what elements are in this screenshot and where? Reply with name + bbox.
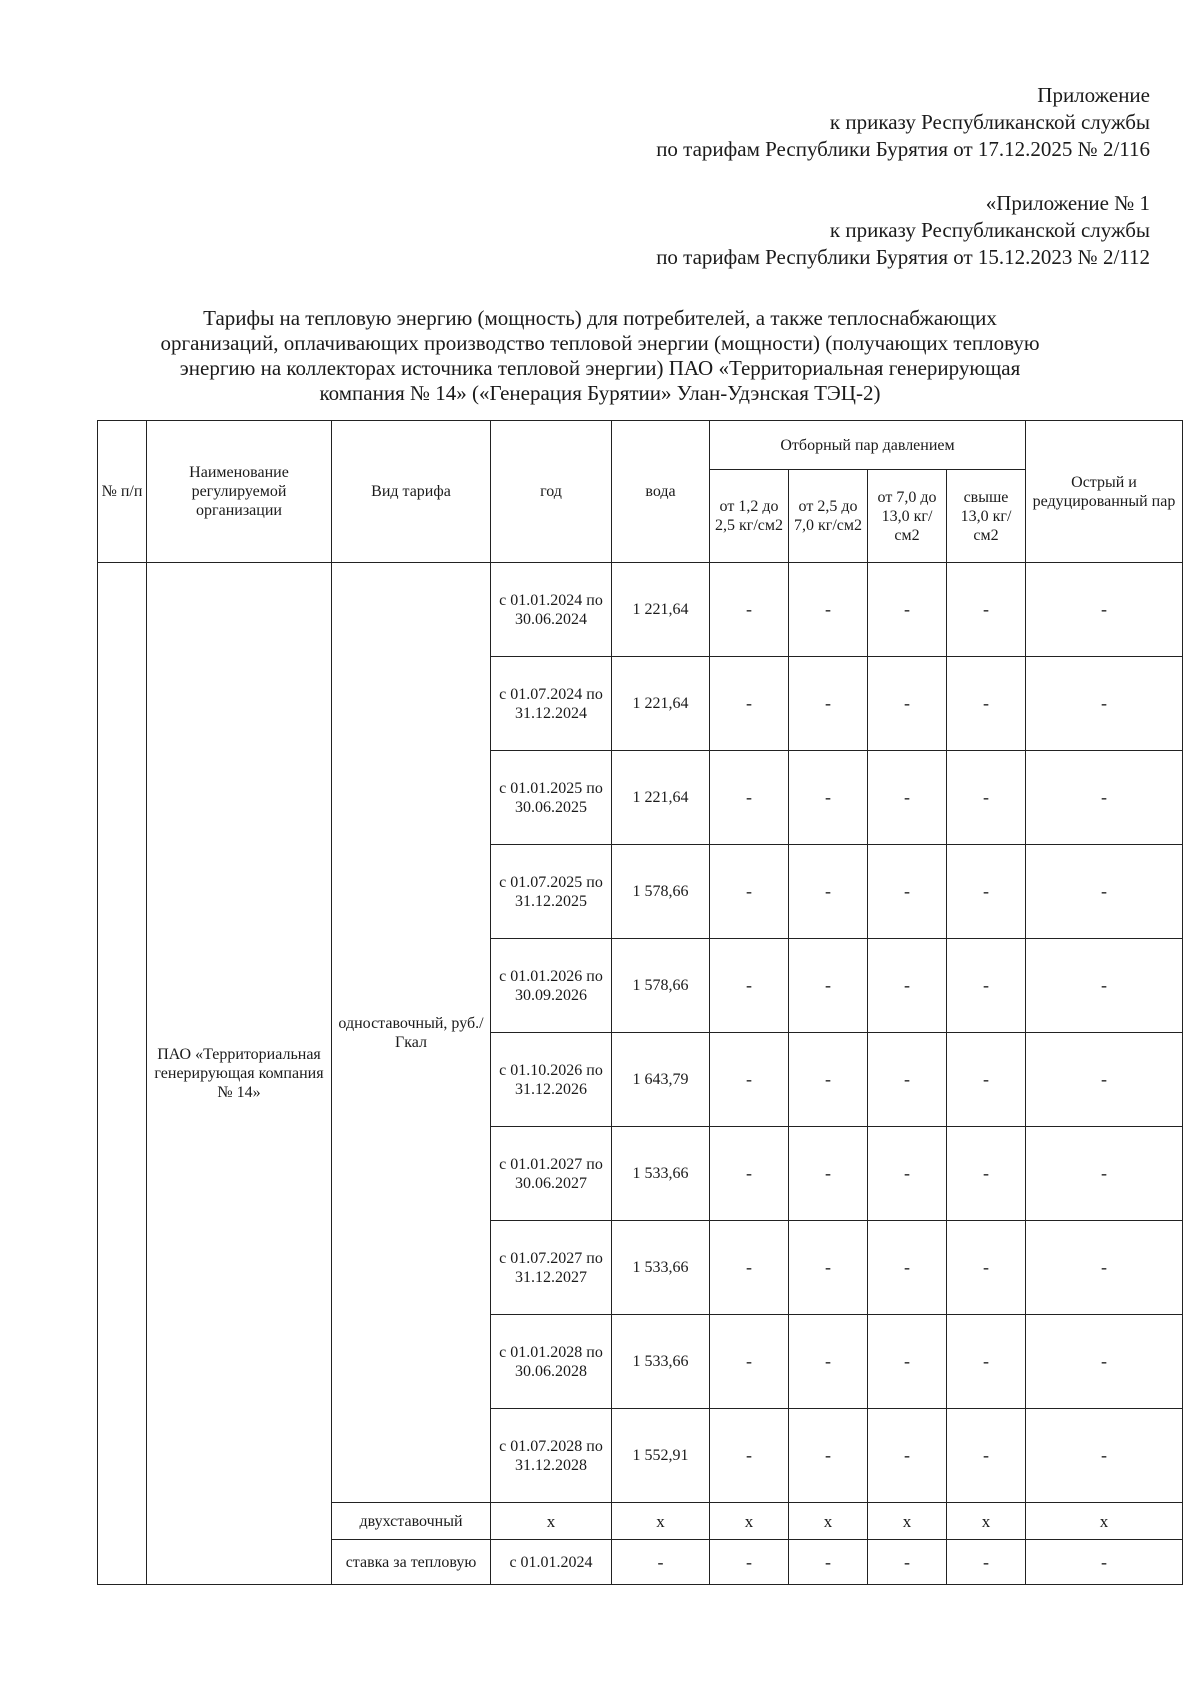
p3-cell: - [868,1540,947,1585]
col-header-type: Вид тарифа [332,421,491,563]
period-cell: с 01.01.2025 по 30.06.2025 [491,751,612,845]
p2-cell: - [789,939,868,1033]
p3-cell: - [868,563,947,657]
p4-cell: - [947,657,1026,751]
p1-cell: - [710,751,789,845]
tariff-type-cell: ставка за тепловую [332,1540,491,1585]
p3-cell: - [868,939,947,1033]
title-line: Тарифы на тепловую энергию (мощность) для потребителей, а также теплоснабжающих [203,306,997,330]
sharp-cell: - [1026,939,1183,1033]
period-cell: х [491,1503,612,1540]
water-cell: 1 533,66 [612,1221,710,1315]
table-row [98,563,1183,657]
p4-cell: - [947,939,1026,1033]
sharp-cell: х [1026,1503,1183,1540]
p3-cell: - [868,1409,947,1503]
col-header-p2: от 2,5 до 7,0 кг/см2 [789,470,868,563]
p3-cell: - [868,1033,947,1127]
p1-cell: - [710,1409,789,1503]
water-cell: 1 578,66 [612,845,710,939]
p1-cell: - [710,845,789,939]
p3-cell: - [868,751,947,845]
period-cell: с 01.01.2024 по 30.06.2024 [491,563,612,657]
appendix-line: по тарифам Республики Бурятия от 17.12.2025 № 2/116 [656,137,1150,161]
appendix-line: Приложение [1037,83,1150,107]
p2-cell: - [789,1409,868,1503]
sharp-cell: - [1026,1409,1183,1503]
sharp-cell: - [1026,563,1183,657]
sharp-cell: - [1026,1540,1183,1585]
p4-cell: - [947,1033,1026,1127]
sharp-cell: - [1026,1127,1183,1221]
p1-cell: - [710,1033,789,1127]
sharp-cell: - [1026,1315,1183,1409]
water-cell: 1 533,66 [612,1315,710,1409]
header-row [98,421,1183,470]
p1-cell: - [710,563,789,657]
p1-cell: х [710,1503,789,1540]
appendix-line: «Приложение № 1 [985,191,1150,215]
p4-cell: - [947,1315,1026,1409]
tariff-type-cell: одноставочный, руб./Гкал [332,563,491,1503]
p3-cell: - [868,1221,947,1315]
sharp-cell: - [1026,1221,1183,1315]
p3-cell: х [868,1503,947,1540]
water-cell: 1 643,79 [612,1033,710,1127]
period-cell: с 01.07.2028 по 31.12.2028 [491,1409,612,1503]
period-cell: с 01.01.2026 по 30.09.2026 [491,939,612,1033]
sharp-cell: - [1026,845,1183,939]
p3-cell: - [868,1315,947,1409]
water-cell: - [612,1540,710,1585]
period-cell: с 01.01.2028 по 30.06.2028 [491,1315,612,1409]
col-header-p1: от 1,2 до 2,5 кг/см2 [710,470,789,563]
p3-cell: - [868,845,947,939]
water-cell: 1 221,64 [612,563,710,657]
period-cell: с 01.07.2025 по 31.12.2025 [491,845,612,939]
p4-cell: х [947,1503,1026,1540]
p2-cell: х [789,1503,868,1540]
period-cell: с 01.07.2027 по 31.12.2027 [491,1221,612,1315]
appendix-line: к приказу Республиканской службы [829,218,1150,242]
p2-cell: - [789,1127,868,1221]
tariff-type-cell: двухставочный [332,1503,491,1540]
org-name-cell: ПАО «Территориальная генерирующая компания № 14» [147,563,332,1585]
p4-cell: - [947,751,1026,845]
document-title [100,306,1100,406]
title-line: компания № 14» («Генерация Бурятии» Улан-Удэнская ТЭЦ-2) [319,381,881,405]
sharp-cell: - [1026,657,1183,751]
p2-cell: - [789,751,868,845]
col-header-steam-group: Отборный пар давлением [710,421,1026,470]
p4-cell: - [947,1409,1026,1503]
p2-cell: - [789,563,868,657]
p1-cell: - [710,1221,789,1315]
water-cell: 1 221,64 [612,657,710,751]
sharp-cell: - [1026,751,1183,845]
col-header-num: № п/п [98,421,147,563]
p1-cell: - [710,1315,789,1409]
col-header-org: Наименование регулируемой организации [147,421,332,563]
p4-cell: - [947,563,1026,657]
p4-cell: - [947,1540,1026,1585]
original-appendix-header [656,190,1150,271]
p1-cell: - [710,1127,789,1221]
p3-cell: - [868,657,947,751]
p4-cell: - [947,1221,1026,1315]
sharp-cell: - [1026,1033,1183,1127]
col-header-year: год [491,421,612,563]
appendix-header [656,82,1150,163]
period-cell: с 01.01.2024 [491,1540,612,1585]
p1-cell: - [710,657,789,751]
water-cell: 1 552,91 [612,1409,710,1503]
col-header-p3: от 7,0 до 13,0 кг/см2 [868,470,947,563]
col-header-water: вода [612,421,710,563]
title-line: организаций, оплачивающих производство тепловой энергии (мощности) (получающих тепловую [160,331,1040,355]
water-cell: х [612,1503,710,1540]
p2-cell: - [789,657,868,751]
period-cell: с 01.01.2027 по 30.06.2027 [491,1127,612,1221]
p2-cell: - [789,1221,868,1315]
appendix-line: по тарифам Республики Бурятия от 15.12.2023 № 2/112 [656,245,1150,269]
water-cell: 1 533,66 [612,1127,710,1221]
water-cell: 1 221,64 [612,751,710,845]
water-cell: 1 578,66 [612,939,710,1033]
p2-cell: - [789,845,868,939]
p2-cell: - [789,1033,868,1127]
p4-cell: - [947,1127,1026,1221]
p2-cell: - [789,1540,868,1585]
col-header-sharp-steam: Острый и редуцированный пар [1026,421,1183,563]
period-cell: с 01.10.2026 по 31.12.2026 [491,1033,612,1127]
title-line: энергию на коллекторах источника тепловой энергии) ПАО «Территориальная генерирующая [179,356,1021,380]
num-cell [98,563,147,1585]
p4-cell: - [947,845,1026,939]
period-cell: с 01.07.2024 по 31.12.2024 [491,657,612,751]
p1-cell: - [710,939,789,1033]
p3-cell: - [868,1127,947,1221]
tariff-table [97,420,1183,1585]
appendix-line: к приказу Республиканской службы [829,110,1150,134]
p2-cell: - [789,1315,868,1409]
col-header-p4: свыше 13,0 кг/см2 [947,470,1026,563]
p1-cell: - [710,1540,789,1585]
